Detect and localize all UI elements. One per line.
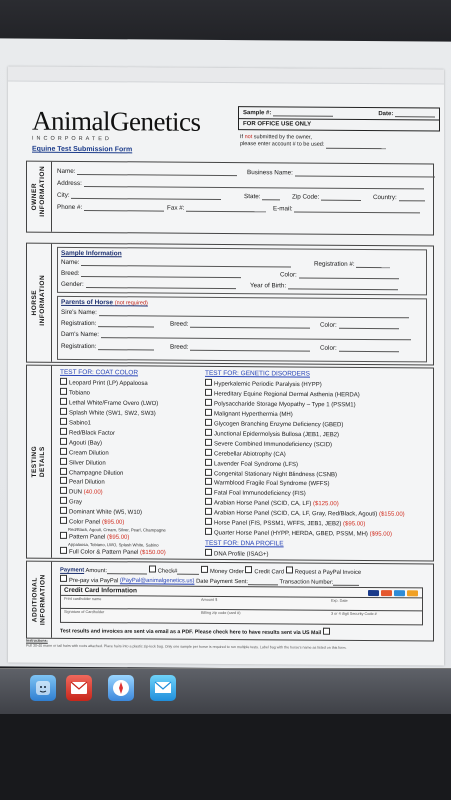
test-option-label: Polysaccharide Storage Myopathy – Type 1 (PSSM1)	[214, 401, 356, 409]
mail-icon[interactable]	[66, 675, 92, 701]
country-field[interactable]: Country:	[373, 194, 425, 201]
checkbox-icon[interactable]	[286, 566, 293, 573]
test-option[interactable]	[205, 528, 405, 539]
cc-title: Credit Card Information	[61, 586, 422, 599]
business-name-field[interactable]: Business Name:	[247, 169, 435, 177]
checkbox-icon[interactable]	[205, 488, 212, 495]
prepay-paypal-option[interactable]: Pre-pay via PayPal	[60, 577, 118, 583]
dam-registration-field[interactable]: Registration:	[61, 343, 154, 351]
horse-breed-field[interactable]: Breed:	[61, 270, 241, 278]
test-option-label: Severe Combined Immunodeficiency (SCID)	[214, 441, 333, 449]
checkbox-icon[interactable]	[205, 439, 212, 446]
testing-section	[26, 365, 434, 562]
visa-icon	[368, 590, 379, 596]
checkbox-icon[interactable]	[60, 532, 67, 539]
test-option-label: Quarter Horse Panel (HYPP, HERDA, GBED, PSSM, MH)	[214, 530, 368, 538]
checkbox-icon[interactable]	[205, 379, 212, 386]
monitor-bezel-bottom	[0, 714, 451, 800]
test-option-label: Dominant White (W5, W10)	[69, 509, 143, 517]
checkbox-icon[interactable]	[60, 547, 67, 554]
email-field[interactable]: E-mail:	[273, 205, 420, 213]
dna-profile-heading: TEST FOR: DNA PROFILE	[205, 539, 284, 548]
form-title: Equine Test Submission Form	[32, 145, 133, 154]
account-number-field[interactable]	[326, 142, 386, 149]
test-option-label: Horse Panel (FIS, PSSM1, WFFS, JEB1, JEB2)	[214, 520, 342, 528]
office-use-label: FOR OFFICE USE ONLY	[243, 121, 312, 128]
test-option-label: Lavender Foal Syndrome (LFS)	[214, 461, 299, 468]
instructions: Instructions: Pull 30-40 mane or tail hairs with roots attached. Place hairs into a plastic zip-lock bag. Only one sample per horse is required to run multiple tests. Label bag with the horse's name as listed on this form.	[26, 638, 347, 650]
cc-name-field[interactable]: Print cardholder name	[64, 596, 102, 602]
paypal-invoice-option[interactable]: Request a PayPal Invoice	[286, 569, 361, 576]
test-option-label: Leopard Print (LP) Appaloosa	[69, 380, 148, 388]
checkbox-icon[interactable]	[60, 517, 67, 524]
checkbox-icon[interactable]	[205, 508, 212, 515]
checkbox-icon[interactable]	[205, 459, 212, 466]
checkbox-icon[interactable]	[205, 468, 212, 475]
state-field[interactable]: State:	[244, 193, 280, 200]
test-option-price: ($155.00)	[378, 511, 405, 518]
checkbox-icon[interactable]	[60, 418, 67, 425]
test-option-price: ($125.00)	[313, 501, 339, 508]
company-inc: INCORPORATED	[32, 135, 112, 143]
results-note: Test results and invoices are sent via email as a PDF. Please check here to have results sent via US Mail	[60, 626, 332, 636]
checkbox-icon[interactable]	[60, 398, 67, 405]
checkbox-icon[interactable]	[205, 478, 212, 485]
full-panel-option[interactable]: Full Color & Pattern Panel ($150.00)	[60, 547, 166, 558]
test-option-label: Silver Dilution	[69, 460, 106, 467]
checkbox-icon[interactable]	[60, 575, 67, 582]
mastercard-icon	[381, 590, 392, 596]
dam-breed-field[interactable]: Breed:	[170, 344, 310, 352]
owner-name-field[interactable]: Name:	[57, 168, 237, 176]
test-option-label: Pearl Dilution	[69, 479, 105, 487]
messages-icon[interactable]	[150, 675, 176, 701]
checkbox-icon[interactable]	[205, 498, 212, 505]
sire-name-field[interactable]: Sire's Name:	[61, 309, 409, 318]
check-option[interactable]: Check#	[149, 568, 200, 574]
test-option-label: Lethal White/Frame Overo (LWO)	[69, 400, 159, 408]
address-field[interactable]: Address:	[57, 180, 424, 190]
owner-sidebar: OWNER INFORMATION	[27, 162, 52, 232]
checkbox-icon[interactable]	[205, 399, 212, 406]
checkbox-icon[interactable]	[60, 388, 67, 395]
test-option-label: Gray	[69, 499, 83, 506]
cc-signature-field[interactable]: Signature of Cardholder	[64, 609, 105, 615]
checkbox-icon[interactable]	[60, 378, 67, 385]
safari-icon[interactable]	[108, 675, 134, 701]
document-top-strip	[8, 66, 444, 84]
test-option-label: Fatal Foal Immunodeficiency (FIS)	[214, 490, 306, 498]
test-option-label: Warmblood Fragile Foal Syndrome (WFFS)	[214, 480, 330, 488]
checkbox-icon[interactable]	[205, 549, 212, 556]
test-option-price: (40.00)	[83, 489, 103, 497]
test-option-label: Red/Black Factor	[69, 430, 116, 437]
horse-sidebar: HORSE INFORMATION	[27, 244, 52, 362]
test-option-label: Agouti (Bay)	[69, 440, 103, 447]
dam-color-field[interactable]: Color:	[320, 345, 399, 353]
us-mail-checkbox[interactable]	[323, 628, 330, 635]
test-option-label: Arabian Horse Panel (SCID, CA, LF)	[214, 500, 312, 508]
horse-registration-field[interactable]: Registration #:	[314, 261, 390, 269]
checkbox-icon[interactable]	[205, 528, 212, 535]
zip-field[interactable]: Zip Code:	[292, 193, 361, 200]
test-option[interactable]	[60, 438, 166, 449]
amount-field[interactable]: Amount:	[85, 568, 147, 574]
test-option-label: Malignant Hyperthermia (MH)	[214, 411, 293, 419]
test-option-label: Cream Dilution	[69, 450, 109, 457]
coat-color-column	[60, 369, 166, 558]
sire-breed-field[interactable]: Breed:	[170, 321, 310, 329]
test-option-label: Champagne Dilution	[69, 469, 124, 477]
credit-card-option[interactable]: Credit Card	[245, 569, 284, 575]
screen	[0, 38, 451, 669]
horse-gender-field[interactable]: Gender:	[61, 281, 236, 289]
test-option[interactable]	[60, 448, 166, 459]
checkbox-icon[interactable]	[205, 409, 212, 416]
brand-block	[32, 107, 200, 154]
checkbox-icon[interactable]	[60, 507, 67, 514]
color-panel-note: Red/Black, Agouti, Cream, Silver, Pearl, Champagne	[68, 526, 166, 533]
test-option-label: Junctional Epidermolysis Bullosa (JEB1, JEB2)	[214, 431, 340, 439]
payment-row: Payment Amount: Check# Money Order Credit Card Request a PayPal Invoice	[60, 567, 362, 576]
paypal-email-link[interactable]: (PayPal@animalgenetics.us)	[119, 577, 195, 585]
transaction-number-field[interactable]: Transaction Number:	[279, 579, 359, 586]
credit-card-box	[60, 585, 423, 626]
sire-color-field[interactable]: Color:	[320, 322, 399, 330]
genetic-disorders-column	[205, 370, 405, 561]
horse-name-field[interactable]: Name:	[61, 259, 291, 268]
prepay-row	[60, 575, 359, 586]
test-option-price: ($95.00)	[343, 521, 366, 528]
test-option[interactable]	[60, 418, 166, 429]
genetic-disorders-heading: TEST FOR: GENETIC DISORDERS	[205, 369, 310, 378]
checkbox-icon[interactable]	[60, 467, 67, 474]
discover-icon	[407, 590, 418, 596]
checkbox-icon[interactable]	[60, 408, 67, 415]
sample-info-heading: Sample Information	[61, 249, 122, 258]
dock	[0, 668, 451, 715]
cc-amount-field[interactable]: Amount $	[201, 597, 218, 602]
sample-number-field[interactable]: Sample #:	[243, 109, 333, 117]
additional-section	[26, 561, 434, 642]
money-order-option[interactable]: Money Order	[201, 568, 244, 574]
office-date-field[interactable]: Date:	[378, 110, 435, 117]
office-use-box	[238, 106, 440, 131]
checkbox-icon[interactable]	[60, 458, 67, 465]
test-option-label: Arabian Horse Panel (SCID, CA, LF, Gray, Red/Black, Agouti)	[214, 510, 378, 518]
test-option-label: Hereditary Equine Regional Dermal Asthenia (HERDA)	[214, 391, 360, 399]
pattern-panel-note: Appaloosa, Tobiano, LWO, Splash White, Sabino	[68, 541, 159, 548]
checkbox-icon[interactable]	[205, 449, 212, 456]
horse-color-field[interactable]: Color:	[280, 271, 399, 279]
checkbox-icon[interactable]	[60, 428, 67, 435]
pattern-panel-option[interactable]: Pattern Panel ($95.00)	[60, 532, 166, 543]
phone-field[interactable]: Phone #:	[57, 204, 164, 212]
cc-billing-field[interactable]: Billing zip code (card #)	[201, 610, 241, 616]
checkbox-icon[interactable]	[245, 566, 252, 573]
test-option-price: ($95.00)	[102, 519, 125, 526]
test-option-label: Cerebellar Abiotrophy (CA)	[214, 451, 286, 458]
additional-sidebar: ADDITIONAL INFORMATION	[27, 562, 52, 638]
owner-section	[26, 161, 434, 236]
test-option-label: Hyperkalemic Periodic Paralysis (HYPP)	[214, 381, 322, 389]
test-option-label: DUN	[69, 489, 82, 496]
account-note: If not submitted by the owner, please enter account # to be used:	[240, 134, 440, 149]
checkbox-icon[interactable]	[60, 448, 67, 455]
cc-exp-field[interactable]: Exp. Date	[331, 598, 348, 603]
test-option-label: Color Panel	[69, 519, 101, 526]
coat-color-heading: TEST FOR: COAT COLOR	[60, 368, 139, 377]
tests-box	[57, 368, 427, 559]
test-option-label: Splash White (SW1, SW2, SW3)	[69, 410, 156, 418]
cc-security-field[interactable]: 3 or 4 digit Security Code #	[331, 611, 377, 617]
checkbox-icon[interactable]	[205, 419, 212, 426]
fax-field[interactable]: Fax #:	[167, 205, 266, 213]
test-option[interactable]	[60, 428, 166, 439]
test-option-price: ($95.00)	[369, 531, 392, 538]
checkbox-icon[interactable]	[205, 429, 212, 436]
date-sent-field[interactable]: Date Payment Sent:	[196, 578, 278, 585]
checkbox-icon[interactable]	[205, 389, 212, 396]
test-option-label: Sabino1	[69, 420, 92, 427]
checkbox-icon[interactable]	[60, 477, 67, 484]
test-option-label: Congenital Stationary Night Blindness (CSNB)	[214, 470, 338, 478]
test-option-label: Tobiano	[69, 390, 91, 397]
parents-box	[57, 296, 427, 363]
company-logo: AnimalGenetics	[32, 105, 201, 137]
parents-heading: Parents of Horse (not required)	[61, 298, 148, 307]
testing-sidebar: TESTING DETAILS	[27, 366, 52, 558]
test-option-label: Glycogen Branching Enzyme Deficiency (GBED)	[214, 421, 344, 429]
card-logos	[368, 590, 418, 596]
form-document	[8, 66, 444, 665]
sample-information-box	[57, 247, 427, 296]
finder-icon[interactable]	[30, 675, 56, 701]
checkbox-icon[interactable]	[60, 438, 67, 445]
checkbox-icon[interactable]	[201, 566, 208, 573]
test-option[interactable]	[60, 458, 166, 469]
horse-section	[26, 243, 434, 366]
checkbox-icon[interactable]	[60, 497, 67, 504]
sire-registration-field[interactable]: Registration:	[61, 320, 154, 328]
amex-icon	[394, 590, 405, 596]
checkbox-icon[interactable]	[60, 487, 67, 494]
checkbox-icon[interactable]	[205, 518, 212, 525]
dna-profile-option[interactable]: DNA Profile (ISAG+)	[205, 549, 405, 560]
year-of-birth-field[interactable]: Year of Birth:	[250, 282, 398, 290]
checkbox-icon[interactable]	[149, 565, 156, 572]
city-field[interactable]: City:	[57, 192, 221, 200]
dam-name-field[interactable]: Dam's Name:	[61, 331, 411, 340]
